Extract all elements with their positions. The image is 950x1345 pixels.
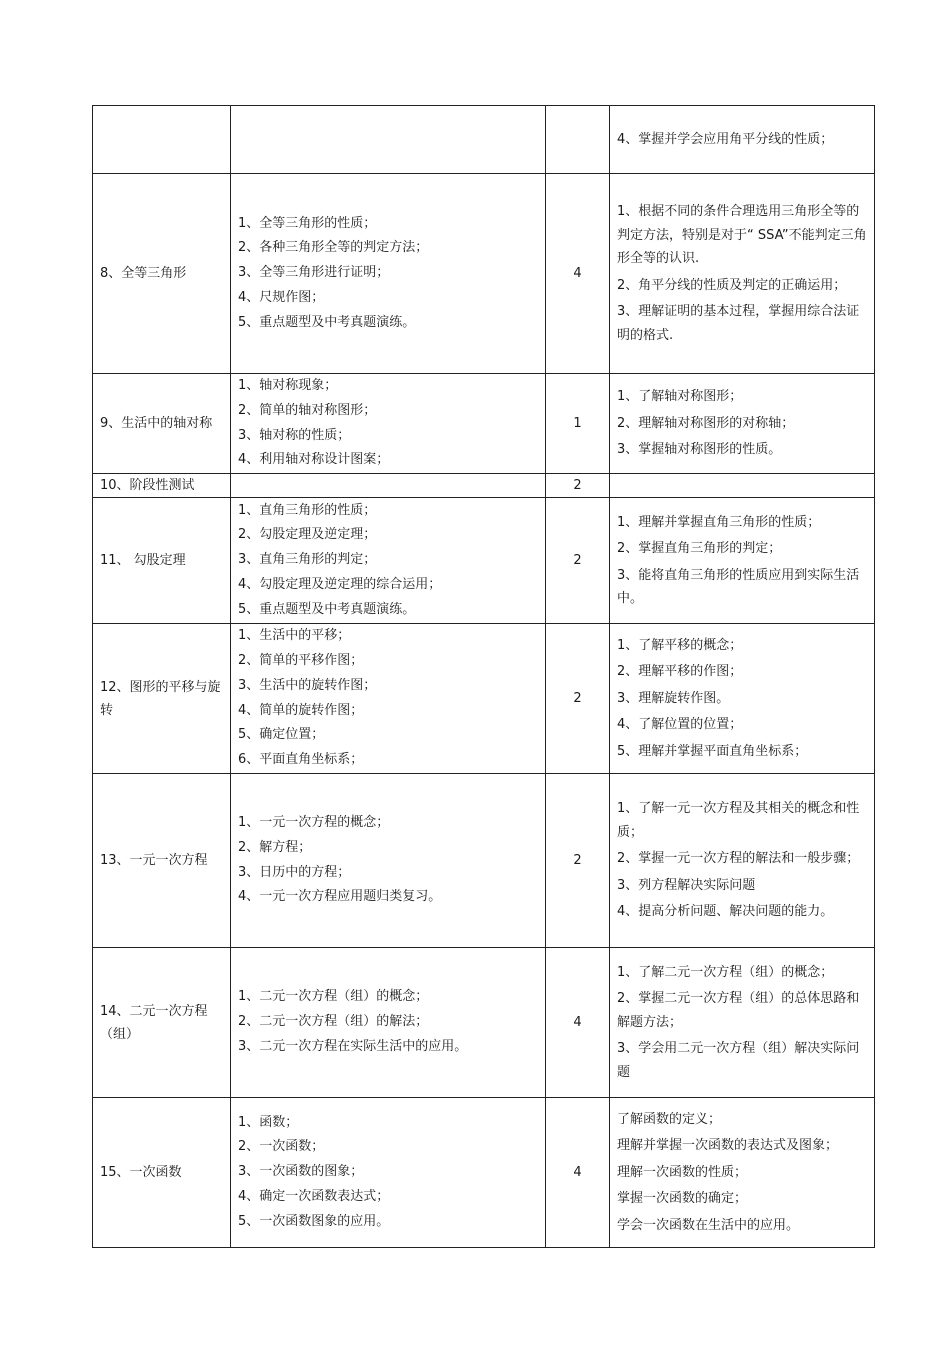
- content-item: 3、生活中的旋转作图；: [238, 677, 377, 693]
- content-item: 1、二元一次方程（组）的概念；: [238, 989, 429, 1005]
- table-row: [93, 498, 875, 624]
- content-item: 4、利用轴对称设计图案；: [238, 452, 390, 468]
- goal-item: 4、掌握并学会应用角平分线的性质；: [617, 131, 834, 147]
- content-cell: [231, 174, 546, 374]
- table-row: [93, 624, 875, 774]
- goals-cell: [610, 1098, 875, 1248]
- goal-item: 4、提高分析问题、解决问题的能力。: [617, 904, 834, 920]
- goal-item: 了解函数的定义；: [617, 1111, 722, 1127]
- goals-cell: [610, 106, 875, 174]
- goal-item: 理解并掌握一次函数的表达式及图象；: [617, 1138, 839, 1154]
- table-row: [93, 1098, 875, 1248]
- topic-cell: [93, 106, 231, 174]
- goal-item: 2、掌握直角三角形的判定；: [617, 541, 782, 557]
- goal-item: 1、理解并掌握直角三角形的性质；: [617, 514, 821, 530]
- table-row: [93, 774, 875, 948]
- content-item: 2、解方程；: [238, 839, 312, 855]
- table-row: [93, 174, 875, 374]
- goal-item: 1、了解轴对称图形；: [617, 389, 743, 405]
- content-item: 3、直角三角形的判定；: [238, 552, 377, 568]
- content-item: 1、一元一次方程的概念；: [238, 815, 390, 831]
- topic-cell: 10、阶段性测试: [93, 474, 231, 498]
- goal-item: 4、了解位置的位置；: [617, 717, 743, 733]
- content-item: 2、各种三角形全等的判定方法；: [238, 240, 429, 256]
- content-item: 6、平面直角坐标系；: [238, 752, 364, 768]
- hours-cell: 2: [546, 474, 610, 498]
- table-body: [93, 106, 875, 1248]
- content-cell: [231, 1098, 546, 1248]
- content-cell: [231, 774, 546, 948]
- goals-cell: [610, 498, 875, 624]
- table-row: [93, 374, 875, 474]
- goals-cell: [610, 374, 875, 474]
- topic-cell: 14、二元一次方程（组）: [93, 948, 231, 1098]
- goal-item: 理解一次函数的性质；: [617, 1164, 748, 1180]
- goal-item: 5、理解并掌握平面直角坐标系；: [617, 743, 808, 759]
- content-cell: [231, 106, 546, 174]
- content-item: 2、简单的轴对称图形；: [238, 402, 377, 418]
- content-cell: [231, 374, 546, 474]
- goal-item: 2、理解平移的作图；: [617, 664, 743, 680]
- content-item: 4、勾股定理及逆定理的综合运用；: [238, 577, 442, 593]
- teaching-plan-table: [92, 105, 875, 1248]
- content-item: 3、日历中的方程；: [238, 864, 351, 880]
- content-item: 3、一次函数的图象；: [238, 1164, 364, 1180]
- content-item: 1、全等三角形的性质；: [238, 215, 377, 231]
- content-cell: [231, 948, 546, 1098]
- content-item: 4、简单的旋转作图；: [238, 702, 364, 718]
- table-row: [93, 474, 875, 498]
- goal-item: 3、理解证明的基本过程，掌握用综合法证明的格式.: [617, 304, 860, 343]
- goals-cell: [610, 624, 875, 774]
- hours-cell: 4: [546, 948, 610, 1098]
- goal-item: 2、理解轴对称图形的对称轴；: [617, 415, 795, 431]
- hours-cell: 4: [546, 174, 610, 374]
- goals-cell: [610, 474, 875, 498]
- goal-item: 1、了解平移的概念；: [617, 637, 743, 653]
- goals-cell: [610, 774, 875, 948]
- goal-item: 2、掌握二元一次方程（组）的总体思路和解题方法；: [617, 991, 860, 1030]
- goal-item: 学会一次函数在生活中的应用。: [617, 1217, 800, 1233]
- content-cell: [231, 624, 546, 774]
- hours-cell: [546, 106, 610, 174]
- goal-item: 3、学会用二元一次方程（组）解决实际问题: [617, 1041, 860, 1080]
- content-item: 2、勾股定理及逆定理；: [238, 527, 377, 543]
- goal-item: 3、能将直角三角形的性质应用到实际生活中。: [617, 567, 860, 607]
- content-cell: [231, 498, 546, 624]
- content-item: 3、全等三角形进行证明；: [238, 265, 390, 281]
- content-item: 2、一次函数；: [238, 1139, 325, 1155]
- hours-cell: 4: [546, 1098, 610, 1248]
- goals-cell: [610, 948, 875, 1098]
- hours-cell: 2: [546, 624, 610, 774]
- topic-cell: 12、图形的平移与旋转: [93, 624, 231, 774]
- content-item: 5、重点题型及中考真题演练。: [238, 601, 416, 617]
- content-item: 1、轴对称现象；: [238, 378, 338, 393]
- goals-cell: [610, 174, 875, 374]
- goal-item: 2、角平分线的性质及判定的正确运用；: [617, 277, 847, 293]
- topic-cell: 13、一元一次方程: [93, 774, 231, 948]
- content-item: 2、简单的平移作图；: [238, 653, 364, 669]
- goal-item: 1、了解二元一次方程（组）的概念；: [617, 964, 834, 980]
- goal-item: 1、根据不同的条件合理选用三角形全等的判定方法，特别是对于“ SSA”不能判定三角形全等的认识.: [617, 204, 867, 266]
- content-item: 5、重点题型及中考真题演练。: [238, 314, 416, 330]
- content-item: 5、一次函数图象的应用。: [238, 1213, 390, 1229]
- hours-cell: 1: [546, 374, 610, 474]
- goal-item: 3、列方程解决实际问题: [617, 877, 756, 893]
- goal-item: 1、了解一元一次方程及其相关的概念和性质；: [617, 801, 860, 840]
- content-item: 1、生活中的平移；: [238, 628, 351, 644]
- topic-cell: 9、生活中的轴对称: [93, 374, 231, 474]
- content-item: 1、直角三角形的性质；: [238, 502, 377, 518]
- content-item: 3、二元一次方程在实际生活中的应用。: [238, 1039, 468, 1055]
- content-item: 2、二元一次方程（组）的解法；: [238, 1014, 429, 1030]
- table-row: [93, 948, 875, 1098]
- content-item: 4、一元一次方程应用题归类复习。: [238, 889, 442, 905]
- table-row: [93, 106, 875, 174]
- goal-item: 3、掌握轴对称图形的性质。: [617, 442, 782, 458]
- content-item: 3、轴对称的性质；: [238, 427, 351, 443]
- content-item: 4、尺规作图；: [238, 289, 325, 305]
- topic-cell: 11、 勾股定理: [93, 498, 231, 624]
- goal-item: 2、掌握一元一次方程的解法和一般步骤；: [617, 851, 860, 867]
- hours-cell: 2: [546, 774, 610, 948]
- content-item: 1、函数；: [238, 1114, 299, 1130]
- content-item: 4、确定一次函数表达式；: [238, 1189, 390, 1205]
- topic-cell: 8、全等三角形: [93, 174, 231, 374]
- topic-cell: 15、一次函数: [93, 1098, 231, 1248]
- goal-item: 掌握一次函数的确定；: [617, 1191, 748, 1207]
- content-item: 5、确定位置；: [238, 727, 325, 743]
- goal-item: 3、理解旋转作图。: [617, 690, 730, 706]
- content-cell: [231, 474, 546, 498]
- hours-cell: 2: [546, 498, 610, 624]
